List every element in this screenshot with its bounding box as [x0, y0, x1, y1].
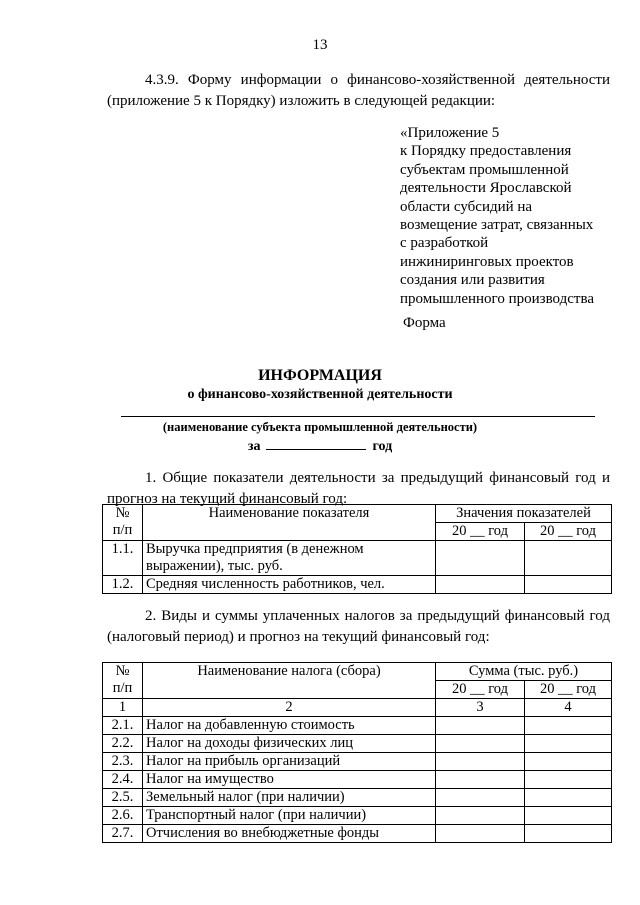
appendix-line: создания или развития — [400, 272, 545, 289]
appendix-line: области субсидий на — [400, 198, 533, 215]
value-cell[interactable] — [525, 735, 612, 753]
row-name: Налог на доходы физических лиц — [143, 735, 436, 753]
value-cell[interactable] — [525, 541, 612, 576]
value-cell[interactable] — [436, 576, 525, 594]
value-cell[interactable] — [436, 541, 525, 576]
appendix-line: деятельности Ярославской — [400, 180, 572, 197]
row-num: 2.2. — [103, 735, 143, 753]
row-num: 2.3. — [103, 753, 143, 771]
table-row — [103, 807, 612, 825]
column-number: 1 — [103, 699, 143, 717]
document-title: ИНФОРМАЦИЯ — [258, 367, 382, 384]
value-cell[interactable] — [525, 753, 612, 771]
row-num: 2.6. — [103, 807, 143, 825]
row-num: 2.4. — [103, 771, 143, 789]
value-cell[interactable] — [436, 807, 525, 825]
intro-paragraph — [107, 70, 610, 112]
table-row — [103, 771, 612, 789]
appendix-line: промышленного производства — [400, 290, 595, 307]
table-row — [103, 717, 612, 735]
value-cell[interactable] — [436, 825, 525, 843]
row-num: 2.1. — [103, 717, 143, 735]
value-cell[interactable] — [525, 771, 612, 789]
period-line — [0, 437, 640, 455]
value-cell[interactable] — [525, 789, 612, 807]
form-label: Форма — [403, 315, 446, 331]
row-name: Налог на добавленную стоимость — [143, 717, 436, 735]
appendix-line: инжиниринговых проектов — [400, 253, 574, 270]
table-row — [103, 735, 612, 753]
values-header: Значения показателей — [436, 505, 612, 523]
value-cell[interactable] — [525, 825, 612, 843]
appendix-line: к Порядку предоставления — [400, 143, 572, 160]
section2-paragraph — [107, 606, 610, 648]
num-header — [103, 505, 143, 541]
table-row — [103, 576, 612, 594]
tax-name-header: Наименование налога (сбора) — [143, 663, 436, 699]
god-label: год — [372, 439, 393, 454]
table-row — [103, 753, 612, 771]
page-number: 13 — [312, 37, 328, 53]
za-label: за — [247, 439, 261, 454]
num-header-line: № — [115, 505, 130, 521]
table-header-row — [103, 663, 612, 681]
row-num: 2.5. — [103, 789, 143, 807]
appendix-line: «Приложение 5 — [400, 125, 500, 141]
column-number: 4 — [525, 699, 612, 717]
subject-caption: (наименование субъекта промышленной деятельности) — [162, 420, 478, 434]
row-name: Средняя численность работников, чел. — [143, 576, 436, 594]
value-cell[interactable] — [436, 771, 525, 789]
appendix-line: субъектам промышленной — [400, 161, 569, 178]
name-header: Наименование показателя — [143, 505, 436, 541]
year-col-header: 20 __ год — [436, 523, 525, 541]
num-header-line: п/п — [112, 522, 133, 538]
row-name-line: выражении), тыс. руб. — [146, 558, 283, 574]
row-name: Налог на прибыль организаций — [143, 753, 436, 771]
table-row — [103, 541, 612, 576]
value-cell[interactable] — [525, 576, 612, 594]
year-col-header: 20 __ год — [436, 681, 525, 699]
year-col-header: 20 __ год — [525, 681, 612, 699]
intro-line-1: 4.3.9. Форму информации о финансово-хозяйственной деятельности — [145, 72, 610, 88]
sum-header: Сумма (тыс. руб.) — [436, 663, 612, 681]
table-header-row — [103, 505, 612, 523]
taxes-table — [102, 662, 612, 843]
value-cell[interactable] — [436, 735, 525, 753]
year-blank-field[interactable] — [266, 437, 366, 450]
row-name: Земельный налог (при наличии) — [143, 789, 436, 807]
section2-line-1: 2. Виды и суммы уплаченных налогов за предыдущий финансовый год — [145, 608, 610, 624]
value-cell[interactable] — [525, 807, 612, 825]
section1-line-2: прогноз на текущий финансовый год: — [107, 491, 348, 507]
value-cell[interactable] — [525, 717, 612, 735]
appendix-block — [400, 124, 610, 308]
row-name-line: Выручка предприятия (в денежном — [146, 541, 364, 557]
row-name: Отчисления во внебюджетные фонды — [143, 825, 436, 843]
intro-line-2: (приложение 5 к Порядку) изложить в следующей редакции: — [107, 93, 496, 109]
num-header — [103, 663, 143, 699]
row-name: Налог на имущество — [143, 771, 436, 789]
row-num: 1.1. — [103, 541, 143, 576]
num-header-line: п/п — [112, 680, 133, 696]
indicators-table — [102, 504, 612, 594]
value-cell[interactable] — [436, 753, 525, 771]
table-row — [103, 789, 612, 807]
appendix-line: возмещение затрат, связанных — [400, 217, 594, 234]
num-header-line: № — [115, 663, 130, 679]
row-num: 1.2. — [103, 576, 143, 594]
appendix-line: с разработкой — [400, 235, 489, 252]
row-name — [143, 541, 436, 576]
subject-name-line — [121, 416, 595, 417]
year-col-header: 20 __ год — [525, 523, 612, 541]
value-cell[interactable] — [436, 789, 525, 807]
column-number-row — [103, 699, 612, 717]
row-num: 2.7. — [103, 825, 143, 843]
column-number: 2 — [143, 699, 436, 717]
value-cell[interactable] — [436, 717, 525, 735]
column-number: 3 — [436, 699, 525, 717]
document-subtitle: о финансово-хозяйственной деятельности — [187, 387, 453, 402]
table-row — [103, 825, 612, 843]
section2-line-2: (налоговый период) и прогноз на текущий финансовый год: — [107, 629, 490, 645]
row-name: Транспортный налог (при наличии) — [143, 807, 436, 825]
section1-line-1: 1. Общие показатели деятельности за предыдущий финансовый год и — [145, 470, 610, 486]
